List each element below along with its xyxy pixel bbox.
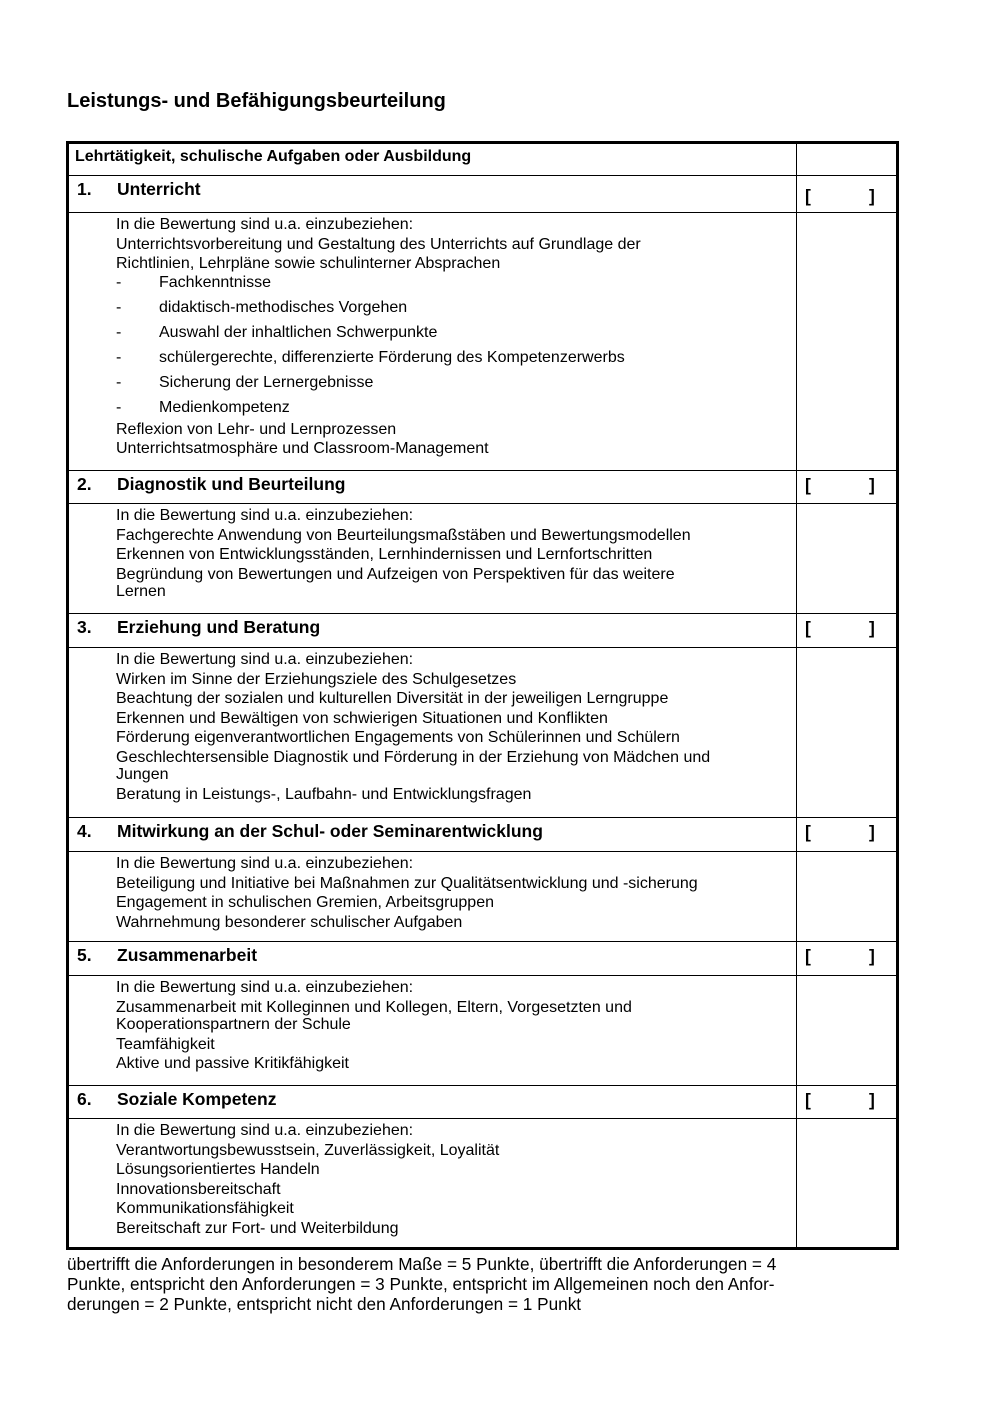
section-heading-erziehung: 3. Erziehung und Beratung — [77, 617, 321, 637]
section-heading-unterricht: 1. Unterricht — [77, 179, 201, 199]
section-criteria-unterricht: In die Bewertung sind u.a. einzubeziehen: Unterrichtsvorbereitung und Gestaltung des Unterrichts auf Grundlage der Richtlinien, Lehrpläne sowie schulinterner Absprachen - Fachkenntnisse - didaktisch-methodisches Vorgehen - Auswahl der inhaltlichen Schwerpunkte - schülergerechte, differenzierte Förderung des Kompetenzerwerbs - Sicherung der Lernergebnisse - Medienkompetenz Reflexion von Lehr- und Lernprozessen Unterrichtsatmosphäre und Classroom-Management — [68, 213, 797, 471]
section-heading-soziale-kompetenz: 6. Soziale Kompetenz — [77, 1089, 277, 1109]
section-criteria-soziale-kompetenz: In die Bewertung sind u.a. einzubeziehen: Verantwortungsbewusstsein, Zuverlässigkeit, Loyalität Lösungsorientiertes Handeln Innovationsbereitschaft Kommunikationsfähigkeit Bereitschaft zur Fort- und Weiterbildung — [68, 1119, 797, 1249]
score-field-mitwirkung[interactable]: [ ] — [805, 822, 875, 842]
criteria-bullet: - didaktisch-methodisches Vorgehen — [116, 298, 408, 316]
section-criteria-mitwirkung: In die Bewertung sind u.a. einzubeziehen: Beteiligung und Initiative bei Maßnahmen zur Qualitätsentwicklung und -sicherung Engagement in schulischen Gremien, Arbeitsgruppen Wahrnehmung besonderer schulischer Aufgaben — [68, 852, 797, 942]
table-header: Lehrtätigkeit, schulische Aufgaben oder Ausbildung — [68, 143, 797, 176]
section-criteria-erziehung: In die Bewertung sind u.a. einzubeziehen: Wirken im Sinne der Erziehungsziele des Schulgesetzes Beachtung der sozialen und kulturellen Diversität in der jeweiligen Lerngruppe Erkennen und Bewältigen von schwierigen Situationen und Konflikten Förderung eigenverantwortlichen Engagements von Schülerinnen und Schülern Geschlechtersensible Diagnostik und Förderung in der Erziehung von Mädchen und Jungen Beratung in Leistungs-, Laufbahn- und Entwicklungsfragen — [68, 648, 797, 818]
section-criteria-diagnostik: In die Bewertung sind u.a. einzubeziehen: Fachgerechte Anwendung von Beurteilungsmaßstäben und Bewertungsmodellen Erkennen von Entwicklungsständen, Lernhindernissen und Lernfortschritten Begründung von Bewertungen und Aufzeigen von Perspektiven für das weitere Lernen — [68, 504, 797, 614]
table-header-score-cell — [797, 143, 898, 176]
score-field-zusammenarbeit[interactable]: [ ] — [805, 946, 875, 966]
section-criteria-zusammenarbeit: In die Bewertung sind u.a. einzubeziehen: Zusammenarbeit mit Kolleginnen und Kollegen, Eltern, Vorgesetzten und Kooperationspartnern der Schule Teamfähigkeit Aktive und passive Kritikfähigkeit — [68, 976, 797, 1086]
page-title: Leistungs- und Befähigungsbeurteilung — [67, 90, 446, 112]
section-heading-diagnostik: 2. Diagnostik und Beurteilung — [77, 474, 346, 494]
assessment-table — [66, 141, 899, 1250]
criteria-bullet: - Auswahl der inhaltlichen Schwerpunkte — [116, 323, 438, 341]
section-heading-mitwirkung: 4. Mitwirkung an der Schul- oder Seminarentwicklung — [77, 821, 543, 841]
criteria-bullet: - Fachkenntnisse — [116, 273, 272, 291]
score-field-unterricht[interactable]: [ ] — [805, 186, 875, 206]
section-heading-zusammenarbeit: 5. Zusammenarbeit — [77, 945, 258, 965]
criteria-bullet: - Medienkompetenz — [116, 398, 290, 416]
score-field-diagnostik[interactable]: [ ] — [805, 475, 875, 495]
score-field-erziehung[interactable]: [ ] — [805, 618, 875, 638]
scoring-legend: übertrifft die Anforderungen in besonderem Maße = 5 Punkte, übertrifft die Anforderungen = 4 Punkte, entspricht den Anforderungen = 3 Punkte, entspricht im Allgemeinen noch den Anfor- derungen = 2 Punkte, entspricht nicht den Anforderungen = 1 Punkt — [67, 1254, 777, 1314]
score-field-soziale-kompetenz[interactable]: [ ] — [805, 1090, 875, 1110]
criteria-bullet: - schülergerechte, differenzierte Förderung des Kompetenzerwerbs — [116, 348, 625, 366]
criteria-bullet: - Sicherung der Lernergebnisse — [116, 373, 374, 391]
